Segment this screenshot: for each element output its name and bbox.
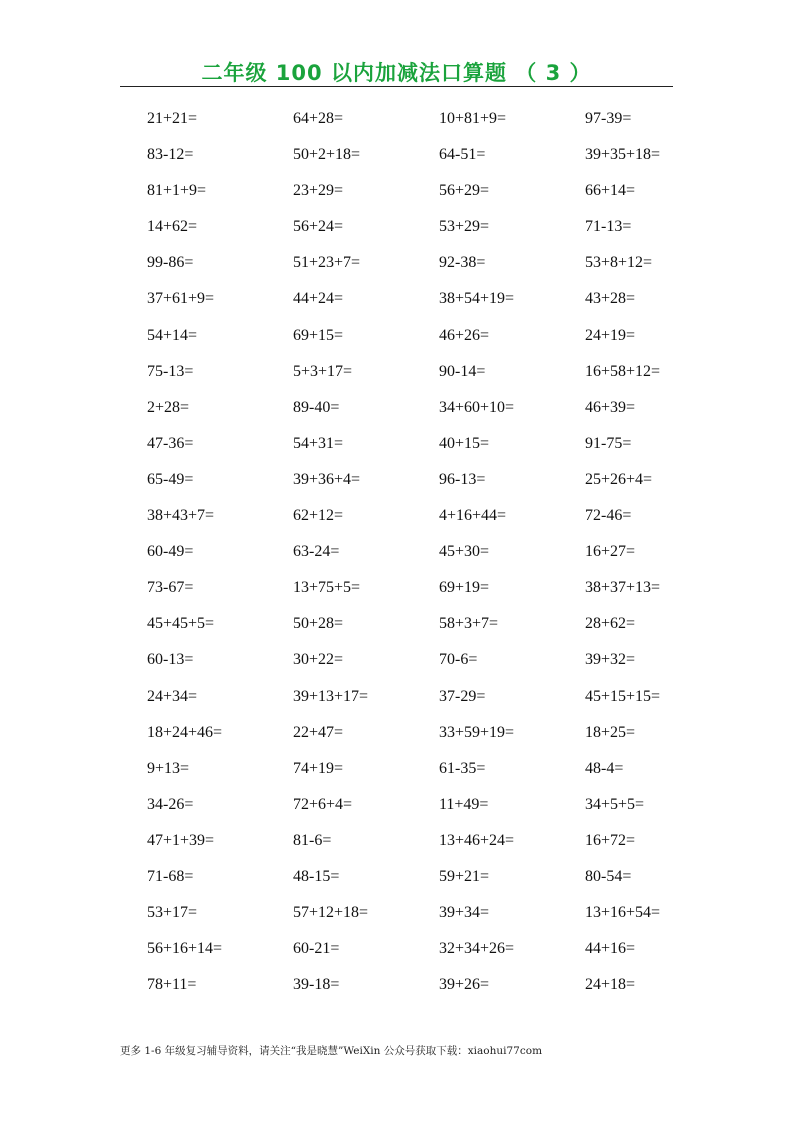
problem-item: 83-12= bbox=[147, 146, 194, 164]
problem-item: 99-86= bbox=[147, 254, 194, 272]
problem-item: 16+58+12= bbox=[585, 362, 661, 380]
problem-item: 50+28= bbox=[293, 615, 344, 633]
problem-item: 92-38= bbox=[439, 254, 486, 272]
problem-item: 45+45+5= bbox=[147, 615, 215, 633]
problem-grid bbox=[147, 108, 731, 1010]
problem-item: 21+21= bbox=[147, 110, 198, 127]
problem-item: 69+15= bbox=[293, 326, 344, 344]
problem-item: 40+15= bbox=[439, 434, 490, 452]
problem-item: 16+27= bbox=[585, 543, 636, 561]
problem-item: 16+72= bbox=[585, 831, 636, 849]
problem-item: 64+28= bbox=[293, 110, 344, 127]
problem-item: 60-21= bbox=[293, 940, 340, 958]
problem-item: 39+36+4= bbox=[293, 470, 361, 488]
problem-item: 81-6= bbox=[293, 831, 332, 849]
problem-item: 13+16+54= bbox=[585, 904, 661, 922]
problem-item: 13+75+5= bbox=[293, 579, 361, 597]
problem-item: 37+61+9= bbox=[147, 290, 215, 308]
problem-item: 23+29= bbox=[293, 182, 344, 200]
problem-item: 45+15+15= bbox=[585, 687, 661, 705]
problem-item: 46+26= bbox=[439, 326, 490, 344]
problem-item: 32+34+26= bbox=[439, 940, 515, 958]
problem-item: 71-13= bbox=[585, 218, 632, 236]
problem-item: 48-4= bbox=[585, 759, 624, 777]
problem-item: 54+14= bbox=[147, 326, 198, 344]
problem-item: 38+37+13= bbox=[585, 579, 661, 597]
problem-item: 22+47= bbox=[293, 723, 344, 741]
problem-item: 2+28= bbox=[147, 398, 190, 416]
problem-item: 96-13= bbox=[439, 470, 486, 488]
problem-item: 73-67= bbox=[147, 579, 194, 597]
title-underline bbox=[120, 86, 673, 87]
problem-item: 37-29= bbox=[439, 687, 486, 705]
problem-item: 97-39= bbox=[585, 110, 632, 127]
problem-item: 53+29= bbox=[439, 218, 490, 236]
problem-item: 58+3+7= bbox=[439, 615, 499, 633]
problem-item: 69+19= bbox=[439, 579, 490, 597]
page-footer: 更多 1-6 年级复习辅导资料，请关注“我是晓慧”WeiXin 公众号获取下载：xiaohui77com bbox=[120, 1045, 543, 1057]
problem-item: 47+1+39= bbox=[147, 831, 215, 849]
problem-item: 39+13+17= bbox=[293, 687, 369, 705]
problem-item: 63-24= bbox=[293, 543, 340, 561]
problem-item: 39+26= bbox=[439, 976, 490, 994]
problem-item: 39+34= bbox=[439, 904, 490, 922]
problem-item: 60-49= bbox=[147, 543, 194, 561]
problem-item: 10+81+9= bbox=[439, 110, 507, 127]
problem-item: 44+16= bbox=[585, 940, 636, 958]
problem-item: 44+24= bbox=[293, 290, 344, 308]
problem-item: 48-15= bbox=[293, 867, 340, 885]
problem-item: 65-49= bbox=[147, 470, 194, 488]
problem-item: 45+30= bbox=[439, 543, 490, 561]
problem-item: 61-35= bbox=[439, 759, 486, 777]
problem-item: 62+12= bbox=[293, 507, 344, 525]
problem-item: 75-13= bbox=[147, 362, 194, 380]
problem-item: 24+19= bbox=[585, 326, 636, 344]
problem-item: 47-36= bbox=[147, 434, 194, 452]
problem-item: 43+28= bbox=[585, 290, 636, 308]
problem-item: 70-6= bbox=[439, 651, 478, 669]
problem-item: 56+24= bbox=[293, 218, 344, 236]
problem-item: 46+39= bbox=[585, 398, 636, 416]
problem-item: 18+25= bbox=[585, 723, 636, 741]
problem-item: 90-14= bbox=[439, 362, 486, 380]
problem-item: 66+14= bbox=[585, 182, 636, 200]
problem-item: 34-26= bbox=[147, 795, 194, 813]
problem-item: 11+49= bbox=[439, 795, 489, 813]
problem-item: 81+1+9= bbox=[147, 182, 207, 200]
problem-item: 14+62= bbox=[147, 218, 198, 236]
problem-item: 71-68= bbox=[147, 867, 194, 885]
problem-item: 56+29= bbox=[439, 182, 490, 200]
page-title: 二年级 100 以内加减法口算题 （ 3 ） bbox=[201, 61, 592, 85]
problem-item: 9+13= bbox=[147, 759, 190, 777]
problem-item: 28+62= bbox=[585, 615, 636, 633]
problem-item: 24+34= bbox=[147, 687, 198, 705]
problem-item: 24+18= bbox=[585, 976, 636, 994]
problem-item: 74+19= bbox=[293, 759, 344, 777]
problem-item: 91-75= bbox=[585, 434, 632, 452]
problem-item: 57+12+18= bbox=[293, 904, 369, 922]
problem-item: 34+5+5= bbox=[585, 795, 645, 813]
problem-item: 38+43+7= bbox=[147, 507, 215, 525]
problem-item: 60-13= bbox=[147, 651, 194, 669]
problem-item: 53+17= bbox=[147, 904, 198, 922]
problem-item: 33+59+19= bbox=[439, 723, 515, 741]
problem-item: 56+16+14= bbox=[147, 940, 223, 958]
problem-item: 51+23+7= bbox=[293, 254, 361, 272]
problem-item: 4+16+44= bbox=[439, 507, 507, 525]
problem-item: 59+21= bbox=[439, 867, 490, 885]
problem-item: 72+6+4= bbox=[293, 795, 353, 813]
problem-item: 38+54+19= bbox=[439, 290, 515, 308]
problem-item: 13+46+24= bbox=[439, 831, 515, 849]
problem-item: 80-54= bbox=[585, 867, 632, 885]
problem-item: 54+31= bbox=[293, 434, 344, 452]
problem-item: 5+3+17= bbox=[293, 362, 353, 380]
problem-item: 72-46= bbox=[585, 507, 632, 525]
problem-item: 39-18= bbox=[293, 976, 340, 994]
problem-item: 39+35+18= bbox=[585, 146, 661, 164]
problem-item: 89-40= bbox=[293, 398, 340, 416]
problem-item: 78+11= bbox=[147, 976, 197, 994]
problem-item: 18+24+46= bbox=[147, 723, 223, 741]
problem-item: 30+22= bbox=[293, 651, 344, 669]
problem-item: 39+32= bbox=[585, 651, 636, 669]
problem-item: 64-51= bbox=[439, 146, 486, 164]
problem-item: 53+8+12= bbox=[585, 254, 653, 272]
problem-item: 34+60+10= bbox=[439, 398, 515, 416]
problem-item: 25+26+4= bbox=[585, 470, 653, 488]
problem-item: 50+2+18= bbox=[293, 146, 361, 164]
